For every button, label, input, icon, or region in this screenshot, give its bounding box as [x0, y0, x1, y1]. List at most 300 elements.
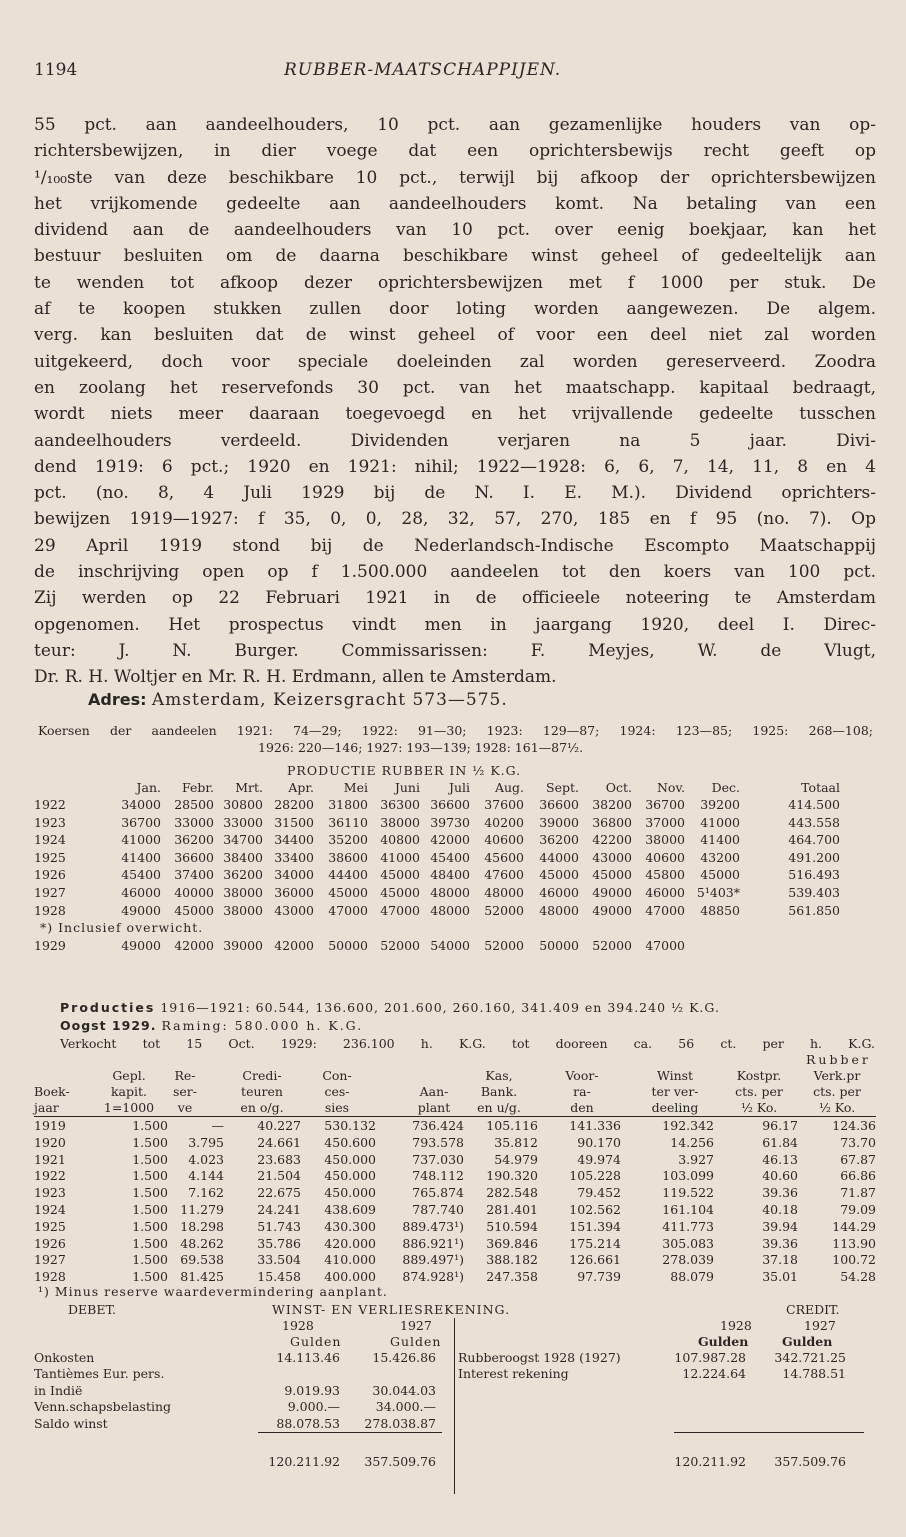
financial-header: en o/g. — [240, 1100, 284, 1115]
financial-value: 67.87 — [840, 1151, 876, 1167]
oogst-label: Oogst 1929. — [60, 1018, 157, 1033]
financial-value: 51.743 — [257, 1218, 301, 1234]
financial-header: plant — [417, 1100, 451, 1115]
header-rule — [34, 1116, 876, 1117]
credit-row — [458, 1366, 878, 1383]
production-value: 43200 — [700, 849, 740, 865]
financial-value: 96.17 — [762, 1118, 798, 1133]
address-line — [88, 690, 508, 710]
credit-value-1928: 12.224.64 — [682, 1366, 746, 1382]
debit-value-1928: 14.113.46 — [276, 1350, 340, 1365]
production-value: 50000 — [328, 937, 368, 953]
financial-value: 113.90 — [832, 1235, 876, 1251]
financial-value: 103.099 — [662, 1168, 714, 1184]
body-line: uitgekeerd, doch voor speciale doeleinden zal worden gereserveerd. Zoodra — [34, 351, 876, 372]
financial-value: 510.594 — [486, 1218, 538, 1234]
center-divider — [454, 1318, 455, 1494]
financial-value: 73.70 — [840, 1134, 876, 1150]
production-value: 40600 — [484, 832, 524, 848]
month-header: Juni — [394, 780, 420, 795]
financial-value: 1.500 — [132, 1151, 168, 1167]
financial-header: Gepl. — [112, 1068, 146, 1083]
credit-value-1928: 107.987.28 — [674, 1350, 746, 1365]
financial-value: 1.500 — [132, 1235, 168, 1251]
financial-value: 3.795 — [188, 1134, 224, 1150]
financial-header: Bank. — [480, 1084, 518, 1099]
financial-value: 23.683 — [257, 1151, 301, 1167]
debit-label: Onkosten — [34, 1350, 95, 1365]
financial-value: 18.298 — [180, 1218, 224, 1234]
production-value: 49000 — [121, 937, 161, 953]
address-text: Amsterdam, Keizersgracht 573—575. — [151, 690, 508, 710]
production-value: 5¹403* — [696, 885, 740, 900]
financial-value: 305.083 — [662, 1235, 714, 1251]
financial-value: 39.36 — [762, 1185, 798, 1201]
year-cell: 1928 — [34, 1269, 66, 1285]
production-value: 42000 — [430, 832, 470, 848]
financial-header: teuren — [241, 1084, 283, 1099]
credit-year-header: 1927 — [804, 1318, 836, 1333]
financial-value: 24.241 — [257, 1202, 301, 1217]
production-value: 36110 — [328, 814, 368, 830]
production-value: 539.403 — [788, 885, 840, 900]
debit-row — [34, 1366, 454, 1383]
production-value: 36200 — [174, 832, 214, 848]
year-cell: 1929 — [34, 937, 66, 953]
production-value: 40200 — [484, 814, 524, 830]
production-value: 52000 — [484, 937, 524, 953]
financial-value: 69.538 — [180, 1252, 224, 1268]
financial-value: 40.227 — [257, 1118, 301, 1133]
production-value: 36700 — [121, 814, 161, 830]
credit-unit-header: Gulden — [782, 1334, 833, 1349]
financial-value: 46.13 — [762, 1151, 798, 1167]
financial-header: kapit. — [110, 1084, 148, 1099]
month-header: Jan. — [136, 780, 161, 795]
financial-value: 14.256 — [670, 1134, 714, 1150]
production-value: 36200 — [539, 832, 579, 848]
production-value: 52000 — [592, 937, 632, 953]
financial-value: 124.36 — [832, 1118, 876, 1133]
financial-value: 105.228 — [569, 1168, 621, 1184]
financial-row — [34, 1252, 876, 1269]
production-value: 33000 — [174, 814, 214, 830]
body-line: opgenomen. Het prospectus vindt men in jaargang 1920, deel I. Direc- — [34, 614, 876, 635]
production-value: 38000 — [645, 832, 685, 848]
production-value: 28500 — [174, 797, 214, 812]
financial-value: 388.182 — [486, 1252, 538, 1268]
month-header: Febr. — [182, 780, 214, 795]
financial-value: 161.104 — [662, 1202, 714, 1217]
production-title: PRODUCTIE RUBBER IN ½ K.G. — [287, 763, 522, 778]
credit-heading: CREDIT. — [786, 1302, 840, 1317]
financial-value: 450.000 — [324, 1185, 376, 1201]
production-value: 40000 — [174, 885, 214, 900]
production-value: 34700 — [223, 832, 263, 848]
productie-label: Producties — [60, 1000, 156, 1015]
financial-value: 1.500 — [132, 1185, 168, 1201]
year-cell: 1925 — [34, 849, 66, 865]
year-cell: 1928 — [34, 902, 66, 918]
financial-value: 141.336 — [569, 1118, 621, 1133]
production-value: 37600 — [484, 797, 524, 812]
financial-value: 1.500 — [132, 1168, 168, 1184]
financial-value: 765.874 — [412, 1185, 464, 1201]
financial-row — [34, 1152, 876, 1169]
production-value: 38000 — [223, 902, 263, 918]
debit-year-header: 1927 — [400, 1318, 432, 1333]
running-title: RUBBER-MAATSCHAPPIJEN. — [284, 60, 562, 80]
winst-verlies-table — [34, 1302, 876, 1502]
financial-header: Voor- — [565, 1068, 599, 1083]
financial-value: 126.661 — [569, 1252, 621, 1268]
production-value: 36600 — [430, 797, 470, 812]
financial-value: 37.18 — [762, 1252, 798, 1268]
winst-title: WINST- EN VERLIESREKENING. — [272, 1302, 511, 1317]
production-value: 45000 — [700, 867, 740, 883]
debit-total-row — [34, 1454, 454, 1471]
body-line: bestuur besluiten om de daarna beschikbare winst geheel of gedeeltelijk aan — [34, 246, 876, 267]
production-value: 43000 — [274, 902, 314, 918]
financial-value: 278.039 — [662, 1252, 714, 1268]
month-header: Sept. — [546, 780, 579, 795]
debit-total-1927: 357.509.76 — [364, 1454, 436, 1469]
body-line: te wenden tot afkoop dezer oprichtersbewijzen met f 1000 per stuk. De — [34, 272, 876, 293]
production-value: 42000 — [174, 937, 214, 953]
production-footnote: *) Inclusief overwicht. — [40, 920, 204, 936]
production-value: 48000 — [430, 885, 470, 900]
production-value: 45000 — [328, 885, 368, 900]
financial-value: 40.18 — [762, 1202, 798, 1217]
financial-value: 889.497¹) — [402, 1252, 464, 1268]
debit-value-1927: 15.426.86 — [372, 1350, 436, 1365]
koersen-line-2: 1926: 220—146; 1927: 193—139; 1928: 161—87½. — [258, 740, 584, 755]
month-header: Nov. — [656, 780, 685, 795]
body-line: richtersbewijzen, in dier voege dat een oprichtersbewijs recht geeft op — [34, 141, 876, 162]
production-value: 48850 — [700, 902, 740, 918]
production-value: 38200 — [592, 797, 632, 812]
financial-header: Verk.pr — [813, 1068, 861, 1083]
financial-value: 4.144 — [188, 1168, 224, 1184]
financial-value: 54.28 — [840, 1269, 876, 1285]
financial-value: 1.500 — [132, 1218, 168, 1234]
financial-value: 1.500 — [132, 1202, 168, 1217]
financial-value: 88.079 — [670, 1269, 714, 1285]
body-line: dividend aan de aandeelhouders van 10 pct. over eenig boekjaar, kan het — [34, 220, 876, 241]
body-text — [34, 112, 876, 691]
production-value: 39000 — [539, 814, 579, 830]
financial-value: 100.72 — [832, 1252, 876, 1268]
production-value: 49000 — [592, 885, 632, 900]
production-value: 45000 — [380, 867, 420, 883]
production-row — [34, 797, 876, 814]
body-line: aandeelhouders verdeeld. Dividenden verjaren na 5 jaar. Divi- — [34, 430, 876, 451]
debit-label: Venn.schapsbelasting — [34, 1399, 172, 1415]
financial-value: 1.500 — [132, 1252, 168, 1268]
financial-value: 49.974 — [577, 1151, 621, 1167]
financial-header: ser- — [172, 1084, 197, 1099]
financial-value: 81.425 — [180, 1269, 224, 1285]
production-value: 49000 — [592, 902, 632, 918]
financial-value: 450.600 — [324, 1134, 376, 1150]
productie-line — [60, 1000, 720, 1015]
financial-header: ra- — [573, 1084, 591, 1099]
debet-heading: DEBET. — [68, 1302, 116, 1317]
oogst-line — [60, 1018, 363, 1033]
financial-row — [34, 1118, 876, 1135]
financial-header: Kostpr. — [736, 1068, 782, 1083]
production-value: 36000 — [274, 885, 314, 900]
verkocht-line: Verkocht tot 15 Oct. 1929: 236.100 h. K.G. tot dooreen ca. 56 ct. per h. K.G. — [60, 1036, 875, 1051]
debit-label: Tantièmes Eur. pers. — [34, 1366, 165, 1382]
production-value: 41000 — [700, 814, 740, 830]
production-value: 34000 — [274, 867, 314, 883]
production-value: 36700 — [645, 797, 685, 812]
oogst-text: Raming: 580.000 h. K.G. — [161, 1018, 364, 1033]
financial-value: 35.812 — [494, 1134, 538, 1150]
debit-year-header: 1928 — [282, 1318, 314, 1333]
financial-value: 411.773 — [662, 1218, 714, 1234]
total-rule — [674, 1432, 864, 1433]
financial-value: 1.500 — [132, 1134, 168, 1150]
credit-total-1927: 357.509.76 — [774, 1454, 846, 1469]
financial-value: 736.424 — [412, 1118, 464, 1133]
month-header: Juli — [448, 780, 470, 795]
financial-value: 282.548 — [486, 1185, 538, 1201]
financial-value: 119.522 — [662, 1185, 714, 1201]
production-value: 38400 — [223, 849, 263, 865]
financial-header: Con- — [322, 1068, 352, 1083]
body-line: dend 1919: 6 pct.; 1920 en 1921: nihil; 1922—1928: 6, 6, 7, 14, 11, 8 en 4 — [34, 456, 876, 477]
financial-row — [34, 1168, 876, 1185]
financial-value: 438.609 — [324, 1202, 376, 1217]
credit-row — [458, 1350, 878, 1367]
production-row — [34, 850, 876, 867]
financial-value: 35.01 — [762, 1269, 798, 1285]
year-cell: 1927 — [34, 1252, 66, 1268]
financial-value: 24.661 — [257, 1134, 301, 1150]
production-value: 47600 — [484, 867, 524, 883]
financial-value: 3.927 — [678, 1151, 714, 1167]
production-value: 54000 — [430, 937, 470, 953]
financial-value: 420.000 — [324, 1235, 376, 1251]
credit-value-1927: 14.788.51 — [782, 1366, 846, 1382]
production-value: 443.558 — [788, 814, 840, 830]
credit-label: Rubberoogst 1928 (1927) — [458, 1350, 621, 1365]
financial-value: 40.60 — [762, 1168, 798, 1184]
financial-header: Credi- — [242, 1068, 282, 1083]
financial-value: 22.675 — [257, 1185, 301, 1201]
address-label: Adres: — [88, 690, 147, 709]
production-value: 45400 — [121, 867, 161, 883]
financial-value: 450.000 — [324, 1168, 376, 1184]
year-cell: 1926 — [34, 1235, 66, 1251]
body-line: verg. kan besluiten dat de winst geheel of voor een deel niet zal worden — [34, 325, 876, 346]
financial-header: cts. per — [735, 1084, 783, 1099]
production-value: 45600 — [484, 849, 524, 865]
production-value: 45000 — [380, 885, 420, 900]
financial-value: 39.36 — [762, 1235, 798, 1251]
debit-value-1928: 9.019.93 — [284, 1382, 340, 1398]
financial-value: 889.473¹) — [402, 1218, 464, 1234]
financial-table — [34, 1052, 876, 1292]
body-line: af te koopen stukken zullen door loting worden aangewezen. De algem. — [34, 299, 876, 320]
page-number: 1194 — [34, 60, 78, 80]
financial-value: 39.94 — [762, 1218, 798, 1234]
financial-value: 102.562 — [569, 1202, 621, 1217]
production-value: 36300 — [380, 797, 420, 812]
production-value: 38000 — [380, 814, 420, 830]
production-value: 45000 — [592, 867, 632, 883]
production-value: 39200 — [700, 797, 740, 812]
production-row — [34, 938, 876, 955]
financial-value: 369.846 — [486, 1235, 538, 1251]
body-line: het vrijkomende gedeelte aan aandeelhouders komt. Na betaling van een — [34, 193, 876, 214]
production-value: 31500 — [274, 814, 314, 830]
financial-value: 48.262 — [180, 1235, 224, 1251]
month-header: Aug. — [494, 780, 524, 795]
production-value: 50000 — [539, 937, 579, 953]
production-value: 43000 — [592, 849, 632, 865]
production-value: 39000 — [223, 937, 263, 953]
financial-header: cts. per — [813, 1084, 861, 1099]
production-value: 36600 — [539, 797, 579, 812]
production-value: 48000 — [430, 902, 470, 918]
credit-total-1928: 120.211.92 — [674, 1454, 746, 1469]
year-cell: 1922 — [34, 797, 66, 812]
financial-value: 175.214 — [569, 1235, 621, 1251]
financial-header: ½ Ko. — [818, 1100, 856, 1115]
production-value: 45000 — [539, 867, 579, 883]
production-value: 39730 — [430, 814, 470, 830]
financial-row — [34, 1219, 876, 1236]
financial-value: 748.112 — [412, 1168, 464, 1184]
production-value: 45400 — [430, 849, 470, 865]
production-header-row — [34, 780, 876, 797]
month-header: Mei — [343, 780, 368, 795]
body-line: bewijzen 1919—1927: f 35, 0, 0, 28, 32, 57, 270, 185 en f 95 (no. 7). Op — [34, 509, 876, 530]
financial-value: 787.740 — [412, 1202, 464, 1217]
production-value: 36800 — [592, 814, 632, 830]
production-row — [34, 867, 876, 884]
month-header: Oct. — [605, 780, 632, 795]
body-line: de inschrijving open op f 1.500.000 aandeelen tot den koers van 100 pct. — [34, 562, 876, 583]
production-value: 52000 — [484, 902, 524, 918]
financial-value: — — [211, 1118, 224, 1133]
financial-value: 793.578 — [412, 1134, 464, 1150]
production-value: 47000 — [645, 937, 685, 953]
production-value: 561.850 — [788, 902, 840, 918]
financial-header: Winst — [656, 1068, 694, 1083]
credit-label: Interest rekening — [458, 1366, 569, 1382]
production-value: 33400 — [274, 849, 314, 865]
year-cell: 1925 — [34, 1218, 66, 1234]
debit-unit-header: Gulden — [290, 1334, 342, 1349]
production-value: 33000 — [223, 814, 263, 830]
year-cell: 1922 — [34, 1168, 66, 1184]
debit-label: Saldo winst — [34, 1415, 108, 1431]
production-row — [34, 832, 876, 849]
production-value: 34400 — [274, 832, 314, 848]
production-value: 28200 — [274, 797, 314, 812]
financial-value: 71.87 — [840, 1185, 876, 1201]
production-value: 38600 — [328, 849, 368, 865]
credit-year-header: 1928 — [720, 1318, 752, 1333]
month-header: Apr. — [288, 780, 314, 795]
financial-row — [34, 1202, 876, 1219]
debit-value-1928: 88.078.53 — [276, 1415, 340, 1431]
body-line: teur: J. N. Burger. Commissarissen: F. Meyjes, W. de Vlugt, — [34, 640, 876, 661]
body-line: pct. (no. 8, 4 Juli 1929 bij de N. I. E. M.). Dividend oprichters- — [34, 483, 876, 504]
financial-value: 530.132 — [324, 1118, 376, 1133]
financial-value: 281.401 — [486, 1202, 538, 1217]
production-value: 44000 — [539, 849, 579, 865]
debit-unit-header: Gulden — [390, 1334, 442, 1349]
month-header: Mrt. — [235, 780, 263, 795]
credit-total-row — [458, 1454, 878, 1471]
debit-label: in Indië — [34, 1382, 83, 1398]
financial-header: en u/g. — [477, 1100, 521, 1115]
financial-header: 1=1000 — [103, 1100, 155, 1115]
financial-value: 66.86 — [840, 1168, 876, 1184]
financial-row — [34, 1135, 876, 1152]
financial-header: Aan- — [419, 1084, 449, 1099]
production-value: 45000 — [174, 902, 214, 918]
production-value: 46000 — [645, 885, 685, 900]
financial-value: 15.458 — [257, 1269, 301, 1285]
body-line: ¹/₁₀₀ste van deze beschikbare 10 pct., terwijl bij afkoop der oprichtersbewijzen — [34, 167, 876, 188]
financial-value: 7.162 — [188, 1185, 224, 1201]
financial-value: 190.320 — [486, 1168, 538, 1184]
financial-header: den — [570, 1100, 594, 1115]
production-value: 31800 — [328, 797, 368, 812]
production-value: 41000 — [380, 849, 420, 865]
financial-header: Re- — [174, 1068, 196, 1083]
year-cell: 1926 — [34, 867, 66, 883]
production-value: 516.493 — [788, 867, 840, 883]
financial-value: 151.394 — [569, 1218, 621, 1234]
production-value: 40600 — [645, 849, 685, 865]
financial-value: 144.29 — [832, 1218, 876, 1234]
financial-value: 886.921¹) — [402, 1235, 464, 1251]
financial-value: 400.000 — [324, 1269, 376, 1285]
production-value: 41400 — [121, 849, 161, 865]
debit-total-1928: 120.211.92 — [268, 1454, 340, 1469]
debit-value-1928: 9.000.— — [287, 1399, 340, 1415]
production-value: 491.200 — [788, 849, 840, 865]
financial-value: 410.000 — [324, 1252, 376, 1268]
financial-value: 192.342 — [662, 1118, 714, 1133]
debit-value-1927: 30.044.03 — [372, 1382, 436, 1398]
financial-value: 1.500 — [132, 1269, 168, 1285]
financial-value: 737.030 — [412, 1151, 464, 1167]
body-line: Dr. R. H. Woltjer en Mr. R. H. Erdmann, allen te Amsterdam. — [34, 667, 557, 688]
production-value: 47000 — [380, 902, 420, 918]
production-value: 46000 — [539, 885, 579, 900]
production-row — [34, 815, 876, 832]
financial-value: 874.928¹) — [402, 1269, 464, 1285]
production-value: 45800 — [645, 867, 685, 883]
financial-header: ve — [177, 1100, 193, 1115]
credit-value-1927: 342.721.25 — [774, 1350, 846, 1365]
financial-value: 1.500 — [132, 1118, 168, 1133]
financial-footnote: ¹) Minus reserve waardevermindering aanplant. — [38, 1284, 388, 1299]
production-value: 41000 — [121, 832, 161, 848]
productie-text: 1916—1921: 60.544, 136.600, 201.600, 260.160, 341.409 en 394.240 ½ K.G. — [160, 1000, 720, 1015]
debit-value-1927: 34.000.— — [375, 1399, 436, 1415]
debit-value-1927: 278.038.87 — [364, 1415, 436, 1431]
production-table — [34, 780, 876, 980]
